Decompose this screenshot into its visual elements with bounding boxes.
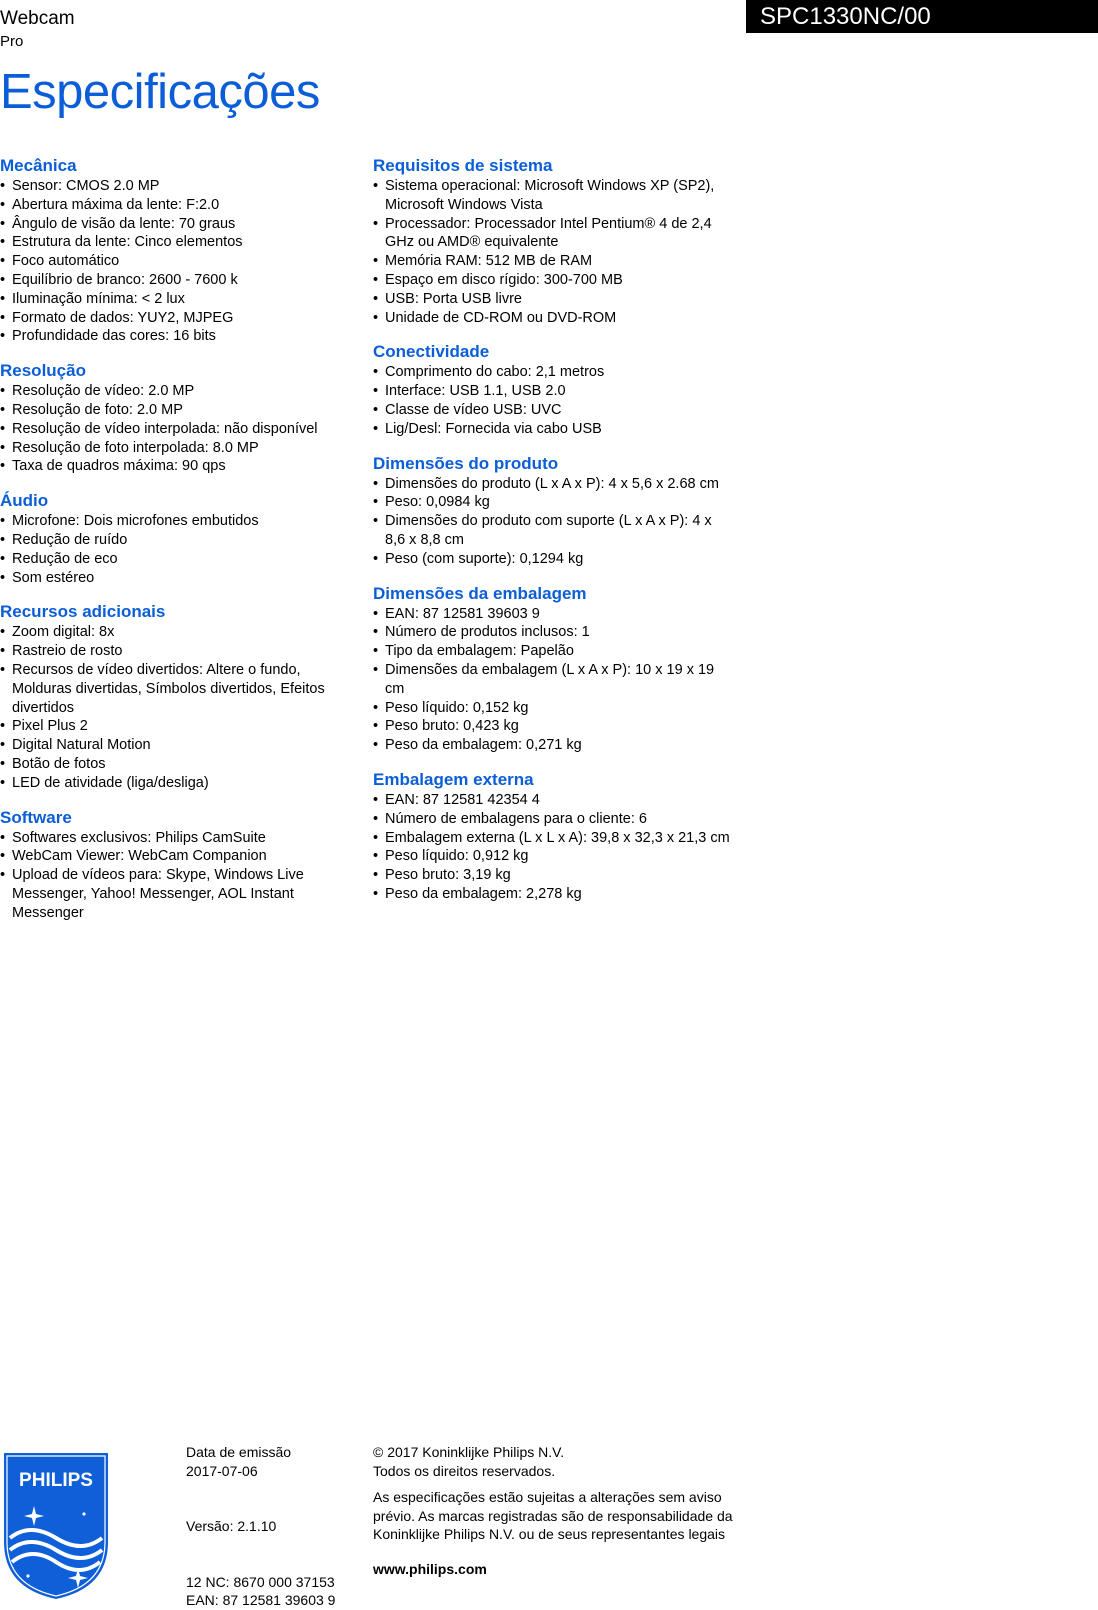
spec-item: • Peso da embalagem: 2,278 kg bbox=[373, 885, 733, 904]
spec-list bbox=[373, 363, 733, 438]
rights-reserved: Todos os direitos reservados. bbox=[373, 1462, 556, 1479]
spec-item: • EAN: 87 12581 39603 9 bbox=[373, 605, 733, 624]
section-title: Embalagem externa bbox=[373, 769, 534, 789]
spec-item: • Recursos de vídeo divertidos: Altere o fundo, Molduras divertidas, Símbolos divertidos, Efeitos divertidos bbox=[0, 661, 360, 717]
spec-item: • Peso bruto: 0,423 kg bbox=[373, 717, 733, 736]
copyright: © 2017 Koninklijke Philips N.V. bbox=[373, 1444, 565, 1460]
spec-item: • Classe de vídeo USB: UVC bbox=[373, 401, 733, 420]
philips-logo bbox=[0, 1450, 112, 1600]
spec-item: • Microfone: Dois microfones embutidos bbox=[0, 512, 360, 531]
spec-section bbox=[373, 769, 733, 904]
section-title: Requisitos de sistema bbox=[373, 156, 553, 175]
page-title: Especificações bbox=[0, 65, 320, 119]
spec-item: • Tipo da embalagem: Papelão bbox=[373, 642, 733, 661]
product-subtitle: Pro bbox=[0, 33, 24, 50]
spec-item: • Resolução de foto: 2.0 MP bbox=[0, 401, 360, 420]
spec-item: • Resolução de vídeo interpolada: não disponível bbox=[0, 420, 360, 439]
spec-item: • Peso bruto: 3,19 kg bbox=[373, 866, 733, 885]
spec-item: • Peso (com suporte): 0,1294 kg bbox=[373, 550, 733, 569]
spec-section bbox=[0, 155, 360, 346]
section-title: Recursos adicionais bbox=[0, 602, 166, 622]
section-title: Dimensões do produto bbox=[373, 453, 559, 473]
spec-item: • Peso: 0,0984 kg bbox=[373, 493, 733, 512]
spec-item: • Lig/Desl: Fornecida via cabo USB bbox=[373, 420, 733, 439]
spec-section bbox=[0, 601, 360, 792]
spec-item: • Foco automático bbox=[0, 252, 360, 271]
spec-list bbox=[373, 475, 733, 569]
spec-item: • LED de atividade (liga/desliga) bbox=[0, 774, 360, 793]
spec-item: • Processador: Processador Intel Pentium® 4 de 2,4 GHz ou AMD® equivalente bbox=[373, 215, 733, 253]
spec-item: • Interface: USB 1.1, USB 2.0 bbox=[373, 382, 733, 401]
spec-item: • Abertura máxima da lente: F:2.0 bbox=[0, 196, 360, 215]
spec-item: • Redução de ruído bbox=[0, 531, 360, 550]
spec-list bbox=[0, 177, 360, 346]
spec-item: • WebCam Viewer: WebCam Companion bbox=[0, 847, 360, 866]
issue-date: 2017-07-06 bbox=[186, 1462, 258, 1479]
spec-item: • Formato de dados: YUY2, MJPEG bbox=[0, 309, 360, 328]
spec-item: • Embalagem externa (L x L x A): 39,8 x 32,3 x 21,3 cm bbox=[373, 829, 733, 848]
spec-item: • Peso líquido: 0,912 kg bbox=[373, 847, 733, 866]
ean-number: EAN: 87 12581 39603 9 bbox=[186, 1592, 336, 1608]
product-name: Webcam bbox=[0, 8, 75, 29]
spec-item: • Softwares exclusivos: Philips CamSuite bbox=[0, 829, 360, 848]
section-title: Mecânica bbox=[0, 156, 77, 175]
spec-item: • Zoom digital: 8x bbox=[0, 623, 360, 642]
spec-item: • Ângulo de visão da lente: 70 graus bbox=[0, 215, 360, 234]
spec-list bbox=[0, 512, 360, 587]
spec-item: • Taxa de quadros máxima: 90 qps bbox=[0, 457, 360, 476]
left-column bbox=[0, 155, 360, 937]
spec-section bbox=[0, 490, 360, 587]
spec-item: • Redução de eco bbox=[0, 550, 360, 569]
spec-item: • Espaço em disco rígido: 300-700 MB bbox=[373, 271, 733, 290]
spec-item: • Resolução de foto interpolada: 8.0 MP bbox=[0, 439, 360, 458]
version: Versão: 2.1.10 bbox=[186, 1518, 277, 1534]
spec-list bbox=[373, 791, 733, 904]
spec-list bbox=[373, 177, 733, 327]
spec-item: • Resolução de vídeo: 2.0 MP bbox=[0, 382, 360, 401]
spec-item: • Peso da embalagem: 0,271 kg bbox=[373, 736, 733, 755]
section-title: Dimensões da embalagem bbox=[373, 583, 587, 603]
spec-item: • Número de embalagens para o cliente: 6 bbox=[373, 810, 733, 829]
section-title: Conectividade bbox=[373, 342, 490, 362]
spec-section bbox=[373, 453, 733, 569]
spec-section bbox=[373, 341, 733, 438]
footer-legal bbox=[373, 1443, 733, 1578]
section-title: Software bbox=[0, 807, 72, 827]
spec-item: • Memória RAM: 512 MB de RAM bbox=[373, 252, 733, 271]
spec-item: • Botão de fotos bbox=[0, 755, 360, 774]
spec-item: • Equilíbrio de branco: 2600 - 7600 k bbox=[0, 271, 360, 290]
spec-list bbox=[0, 382, 360, 476]
spec-item: • Som estéreo bbox=[0, 569, 360, 588]
spec-item: • EAN: 87 12581 42354 4 bbox=[373, 791, 733, 810]
spec-item: • Iluminação mínima: < 2 lux bbox=[0, 290, 360, 309]
spec-section bbox=[373, 583, 733, 755]
spec-item: • Upload de vídeos para: Skype, Windows Live Messenger, Yahoo! Messenger, AOL Instant Messenger bbox=[0, 866, 360, 922]
spec-section bbox=[0, 360, 360, 476]
spec-item: • Sistema operacional: Microsoft Windows XP (SP2), Microsoft Windows Vista bbox=[373, 177, 733, 215]
section-title: Resolução bbox=[0, 361, 86, 381]
spec-item: • Dimensões da embalagem (L x A x P): 10 x 19 x 19 cm bbox=[373, 661, 733, 699]
spec-section bbox=[0, 807, 360, 923]
footer bbox=[0, 1443, 1098, 1608]
spec-list bbox=[0, 829, 360, 923]
spec-item: • USB: Porta USB livre bbox=[373, 290, 733, 309]
spec-item: • Estrutura da lente: Cinco elementos bbox=[0, 233, 360, 252]
spec-list bbox=[373, 605, 733, 755]
spec-item: • Pixel Plus 2 bbox=[0, 717, 360, 736]
disclaimer: As especificações estão sujeitas a alterações sem aviso prévio. As marcas registradas são de responsabilidade da Koninklijke Philips N.V. ou de seus representantes legais bbox=[373, 1489, 733, 1542]
spec-item: • Dimensões do produto com suporte (L x A x P): 4 x 8,6 x 8,8 cm bbox=[373, 512, 733, 550]
section-title: Áudio bbox=[0, 491, 49, 511]
spec-section bbox=[373, 155, 733, 327]
spec-item: • Número de produtos inclusos: 1 bbox=[373, 623, 733, 642]
spec-item: • Profundidade das cores: 16 bits bbox=[0, 327, 360, 346]
spec-list bbox=[0, 623, 360, 792]
spec-item: • Comprimento do cabo: 2,1 metros bbox=[373, 363, 733, 382]
right-column bbox=[373, 155, 733, 918]
footer-issue-info bbox=[186, 1443, 356, 1610]
spec-item: • Rastreio de rosto bbox=[0, 642, 360, 661]
spec-item: • Unidade de CD-ROM ou DVD-ROM bbox=[373, 309, 733, 328]
spec-item: • Sensor: CMOS 2.0 MP bbox=[0, 177, 360, 196]
svg-text:PHILIPS: PHILIPS bbox=[19, 1470, 93, 1491]
model-number-badge: SPC1330NC/00 bbox=[746, 0, 1098, 33]
spec-item: • Digital Natural Motion bbox=[0, 736, 360, 755]
nc-number: 12 NC: 8670 000 37153 bbox=[186, 1573, 335, 1590]
spec-item: • Dimensões do produto (L x A x P): 4 x 5,6 x 2.68 cm bbox=[373, 475, 733, 494]
issue-date-label: Data de emissão bbox=[186, 1444, 292, 1460]
website-link[interactable]: www.philips.com bbox=[373, 1560, 487, 1577]
spec-item: • Peso líquido: 0,152 kg bbox=[373, 699, 733, 718]
